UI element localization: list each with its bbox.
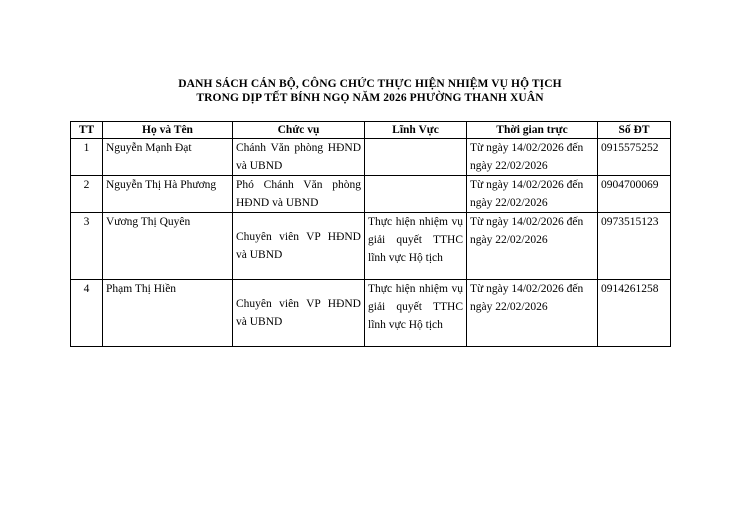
- phone-number: 0915575252: [598, 139, 671, 176]
- header-role: Chức vụ: [233, 122, 365, 139]
- staff-role: Chánh Văn phòng HĐND và UBND: [233, 139, 365, 176]
- staff-role: Phó Chánh Văn phòng HĐND và UBND: [233, 176, 365, 213]
- phone-number: 0914261258: [598, 280, 671, 347]
- staff-role: Chuyên viên VP HĐND và UBND: [233, 280, 365, 347]
- row-number: 2: [71, 176, 103, 213]
- header-field: Lĩnh Vực: [365, 122, 467, 139]
- staff-name: Nguyễn Mạnh Đạt: [103, 139, 233, 176]
- staff-field: [365, 139, 467, 176]
- staff-name: Vương Thị Quyên: [103, 213, 233, 280]
- staff-field: [365, 176, 467, 213]
- duty-roster-table: [70, 121, 671, 347]
- duty-time: Từ ngày 14/02/2026 đến ngày 22/02/2026: [467, 213, 598, 280]
- staff-field: Thực hiện nhiệm vụ giải quyết TTHC lĩnh vực Hộ tịch: [365, 213, 467, 280]
- header-tt: TT: [71, 122, 103, 139]
- row-number: 1: [71, 139, 103, 176]
- document-title-line-2: TRONG DỊP TẾT BÍNH NGỌ NĂM 2026 PHƯỜNG THANH XUÂN: [196, 92, 544, 104]
- row-number: 3: [71, 213, 103, 280]
- phone-number: 0973515123: [598, 213, 671, 280]
- duty-time: Từ ngày 14/02/2026 đến ngày 22/02/2026: [467, 280, 598, 347]
- table-header-row: [71, 122, 671, 139]
- table-row: [71, 176, 671, 213]
- header-phone: Số ĐT: [598, 122, 671, 139]
- row-number: 4: [71, 280, 103, 347]
- phone-number: 0904700069: [598, 176, 671, 213]
- staff-role: Chuyên viên VP HĐND và UBND: [233, 213, 365, 280]
- staff-name: Nguyễn Thị Hà Phương: [103, 176, 233, 213]
- staff-field: Thực hiện nhiệm vụ giải quyết TTHC lĩnh vực Hộ tịch: [365, 280, 467, 347]
- table-row: [71, 213, 671, 280]
- staff-name: Phạm Thị Hiền: [103, 280, 233, 347]
- header-name: Họ và Tên: [103, 122, 233, 139]
- duty-time: Từ ngày 14/02/2026 đến ngày 22/02/2026: [467, 139, 598, 176]
- document-title-line-1: DANH SÁCH CÁN BỘ, CÔNG CHỨC THỰC HIỆN NHIỆM VỤ HỘ TỊCH: [178, 78, 562, 90]
- header-duty-time: Thời gian trực: [467, 122, 598, 139]
- table-row: [71, 139, 671, 176]
- duty-time: Từ ngày 14/02/2026 đến ngày 22/02/2026: [467, 176, 598, 213]
- table-row: [71, 280, 671, 347]
